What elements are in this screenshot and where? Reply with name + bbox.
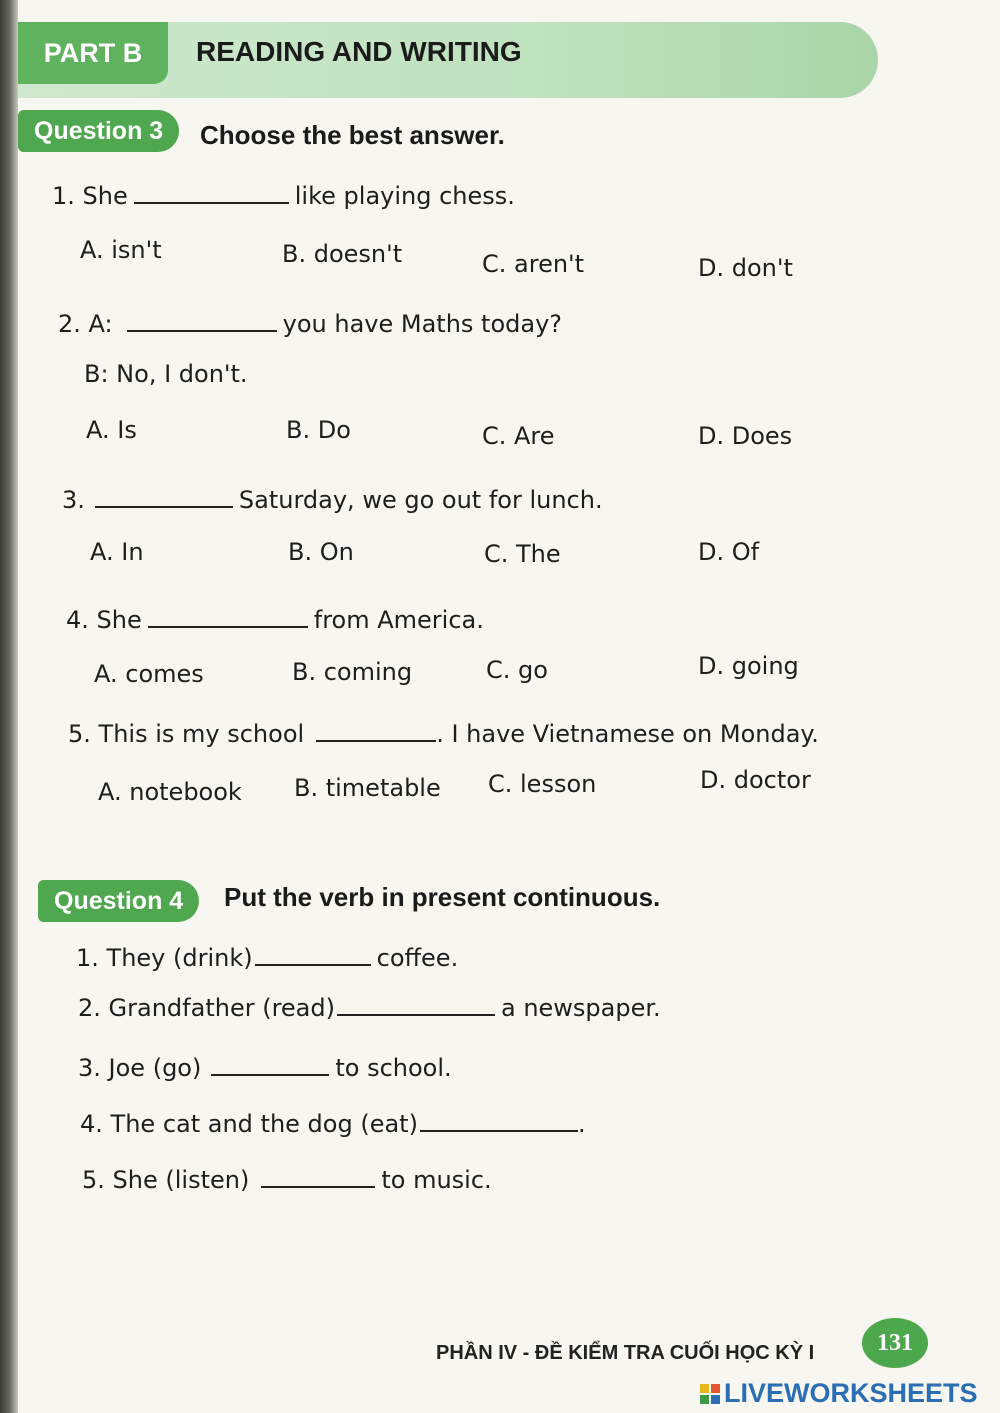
q3-item-3-option-d[interactable]: D. Of bbox=[698, 538, 760, 566]
q4-item-4-number: 4. bbox=[80, 1110, 103, 1138]
q3-item-5-option-c[interactable]: C. lesson bbox=[488, 770, 597, 798]
q3-item-2-option-b[interactable]: B. Do bbox=[286, 416, 351, 444]
q4-item-1-after: coffee. bbox=[376, 944, 459, 972]
q4-item-3 bbox=[78, 1054, 452, 1082]
q3-item-2-line-b: B: No, I don't. bbox=[84, 360, 248, 388]
q3-item-1 bbox=[52, 182, 515, 210]
q4-item-4-after: . bbox=[577, 1110, 586, 1138]
q3-item-4-after: from America. bbox=[313, 606, 484, 634]
q3-item-2-option-d[interactable]: D. Does bbox=[698, 422, 793, 450]
q3-item-2-option-c[interactable]: C. Are bbox=[482, 422, 555, 450]
q4-item-4-blank[interactable] bbox=[420, 1129, 578, 1132]
q4-item-4-before: The cat and the dog (eat) bbox=[110, 1110, 418, 1138]
q3-item-3-option-a[interactable]: A. In bbox=[90, 538, 144, 566]
part-title: READING AND WRITING bbox=[196, 36, 522, 67]
q3-item-1-option-c[interactable]: C. aren't bbox=[482, 250, 585, 278]
q3-item-4-number: 4. bbox=[66, 606, 89, 634]
q3-item-5-option-a[interactable]: A. notebook bbox=[98, 778, 242, 806]
q4-item-2-after: a newspaper. bbox=[500, 994, 661, 1022]
question-3-tag: Question 3 bbox=[18, 110, 179, 152]
q3-item-2-after: you have Maths today? bbox=[282, 310, 563, 338]
q4-item-5-after: to music. bbox=[381, 1166, 492, 1194]
q4-item-1 bbox=[76, 944, 458, 972]
q3-item-1-blank[interactable] bbox=[134, 201, 289, 204]
q3-item-1-after: like playing chess. bbox=[294, 182, 515, 210]
q3-item-5-option-d[interactable]: D. doctor bbox=[700, 766, 811, 794]
q4-item-3-number: 3. bbox=[78, 1054, 101, 1082]
q3-item-4-option-d[interactable]: D. going bbox=[698, 652, 799, 680]
q3-item-5-after: . I have Vietnamese on Monday. bbox=[436, 720, 819, 748]
question-4-tag: Question 4 bbox=[38, 880, 199, 922]
q3-item-3-blank[interactable] bbox=[95, 505, 233, 508]
q4-item-1-number: 1. bbox=[76, 944, 99, 972]
q3-item-5-blank[interactable] bbox=[316, 739, 436, 742]
q3-item-1-option-b[interactable]: B. doesn't bbox=[282, 240, 403, 268]
footer-section-title: PHẦN IV - ĐỀ KIỂM TRA CUỐI HỌC KỲ I bbox=[436, 1342, 815, 1364]
q4-item-2-before: Grandfather (read) bbox=[108, 994, 335, 1022]
q4-item-2-blank[interactable] bbox=[337, 1013, 495, 1016]
q3-item-2-option-a[interactable]: A. Is bbox=[86, 416, 137, 444]
part-tag: PART B bbox=[18, 22, 168, 84]
q3-item-1-before: She bbox=[82, 182, 128, 210]
page-number-badge: 131 bbox=[862, 1318, 928, 1368]
q4-item-5-blank[interactable] bbox=[261, 1185, 375, 1188]
q3-item-3-option-c[interactable]: C. The bbox=[484, 540, 561, 568]
q3-item-3-after: Saturday, we go out for lunch. bbox=[238, 486, 603, 514]
q4-item-5-number: 5. bbox=[82, 1166, 105, 1194]
q3-item-1-option-d[interactable]: D. don't bbox=[698, 254, 793, 282]
q3-item-5-number: 5. bbox=[68, 720, 91, 748]
q4-item-2-number: 2. bbox=[78, 994, 101, 1022]
liveworksheets-watermark bbox=[700, 1378, 978, 1409]
q4-item-1-blank[interactable] bbox=[255, 963, 371, 966]
q4-item-4 bbox=[80, 1110, 586, 1138]
q3-item-4-option-c[interactable]: C. go bbox=[486, 656, 548, 684]
q3-item-4 bbox=[66, 606, 484, 634]
q4-item-3-before: Joe (go) bbox=[108, 1054, 202, 1082]
q3-item-2-number: 2. bbox=[58, 310, 81, 338]
liveworksheets-logo-icon bbox=[700, 1384, 720, 1404]
book-spine-shadow bbox=[0, 0, 18, 1413]
q4-item-5 bbox=[82, 1166, 492, 1194]
q3-item-2-blank[interactable] bbox=[127, 329, 277, 332]
question-4-instruction: Put the verb in present continuous. bbox=[224, 882, 661, 912]
q3-item-4-blank[interactable] bbox=[148, 625, 308, 628]
q4-item-1-before: They (drink) bbox=[106, 944, 253, 972]
q3-item-3-option-b[interactable]: B. On bbox=[288, 538, 354, 566]
q3-item-2 bbox=[58, 310, 562, 338]
q4-item-2 bbox=[78, 994, 661, 1022]
q3-item-4-option-a[interactable]: A. comes bbox=[94, 660, 204, 688]
q3-item-1-option-a[interactable]: A. isn't bbox=[80, 236, 162, 264]
q4-item-5-before: She (listen) bbox=[112, 1166, 250, 1194]
q3-item-1-number: 1. bbox=[52, 182, 75, 210]
q3-item-2-before: A: bbox=[88, 310, 113, 338]
q3-item-3-number: 3. bbox=[62, 486, 85, 514]
q3-item-3 bbox=[62, 486, 603, 514]
q3-item-5-before: This is my school bbox=[98, 720, 305, 748]
q3-item-4-before: She bbox=[96, 606, 142, 634]
q3-item-4-option-b[interactable]: B. coming bbox=[292, 658, 413, 686]
question-3-instruction: Choose the best answer. bbox=[200, 120, 505, 150]
watermark-text: LIVEWORKSHEETS bbox=[724, 1378, 978, 1408]
q4-item-3-blank[interactable] bbox=[211, 1073, 329, 1076]
q4-item-3-after: to school. bbox=[335, 1054, 452, 1082]
q3-item-5-option-b[interactable]: B. timetable bbox=[294, 774, 441, 802]
q3-item-5 bbox=[68, 720, 819, 748]
